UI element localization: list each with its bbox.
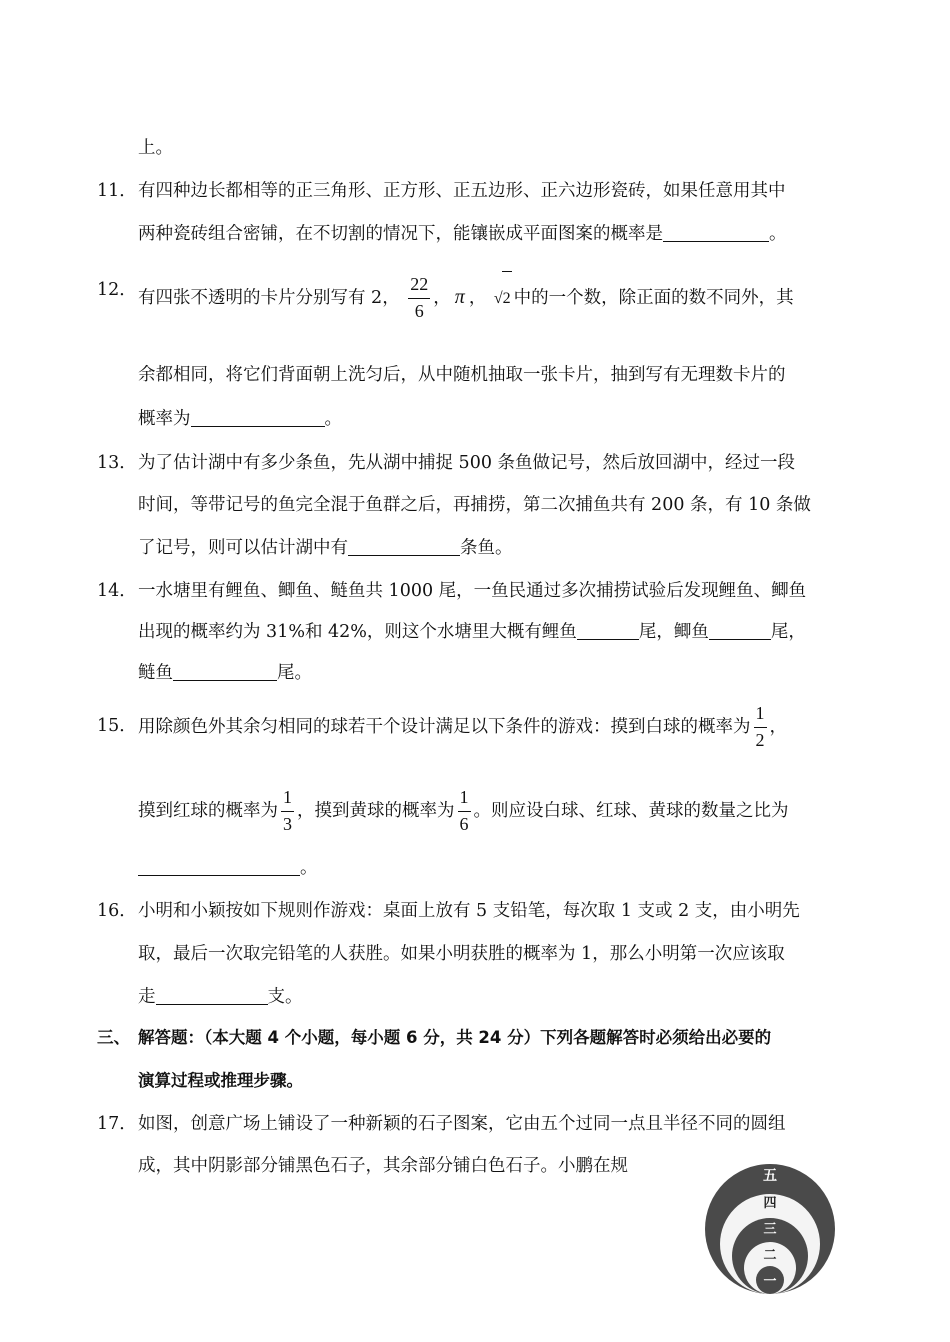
section-number: 三、	[97, 1028, 130, 1047]
denominator: 6	[414, 301, 424, 321]
question-number: 12．	[97, 280, 137, 300]
nested-circles-figure	[704, 1160, 838, 1298]
answer-blank[interactable]	[156, 986, 268, 1005]
radicand: 2	[502, 271, 512, 326]
line-text: 中的一个数，除正面的数不同外，其	[513, 288, 794, 308]
fraction	[458, 788, 471, 835]
question-number: 14．	[97, 581, 137, 601]
text-line	[138, 856, 318, 880]
label-four: 四	[763, 1196, 777, 1211]
line-text: 解答题：（本大题 4 个小题，每小题 6 分，共 24 分）下列各题解答时必须给出必要的	[138, 1028, 772, 1047]
answer-blank[interactable]	[138, 857, 300, 876]
answer-blank[interactable]	[663, 223, 769, 242]
answer-blank[interactable]	[577, 621, 639, 640]
label-one: 一	[763, 1274, 777, 1289]
line-text: 支。	[267, 987, 303, 1007]
label-two: 二	[763, 1248, 777, 1263]
text-line	[138, 451, 795, 475]
line-text: 概率为	[138, 409, 191, 429]
question-number: 17．	[97, 1114, 137, 1134]
question-number: 16．	[97, 901, 137, 921]
text-line	[138, 536, 513, 560]
fraction	[281, 788, 294, 835]
denominator: 6	[459, 814, 469, 834]
line-text: 尾，鲫鱼	[638, 622, 709, 642]
denominator: 3	[283, 814, 292, 834]
line-text: 鲢鱼	[138, 663, 173, 683]
numerator: 1	[754, 704, 767, 728]
pi-symbol: π	[454, 286, 465, 308]
answer-blank[interactable]	[709, 621, 771, 640]
text-line	[138, 493, 811, 517]
line-text: 如图，创意广场上铺设了一种新颖的石子图案，它由五个过同一点且半径不同的圆组	[138, 1114, 786, 1134]
line-text: 小明和小颖按如下规则作游戏：桌面上放有 5 支铅笔，每次取 1 支或 2 支，由小明先	[138, 901, 800, 921]
line-text: 摸到红球的概率为	[138, 801, 278, 821]
text-line	[138, 136, 173, 160]
line-text: 上。	[138, 138, 173, 158]
line-text: 两种瓷砖组合密铺，在不切割的情况下，能镶嵌成平面图案的概率是	[138, 224, 663, 244]
question-number: 11．	[97, 181, 137, 201]
text-line	[138, 700, 787, 754]
section-heading	[138, 1026, 771, 1050]
line-text: 尾，	[770, 622, 806, 642]
line-text: ，	[468, 288, 487, 308]
text-line	[138, 784, 789, 838]
line-text: 成，其中阴影部分铺黑色石子，其余部分铺白色石子。小鹏在规	[138, 1156, 628, 1176]
line-text: 有四种边长都相等的正三角形、正方形、正五边形、正六边形瓷砖，如果任意用其中	[138, 181, 786, 201]
line-text: 取，最后一次取完铅笔的人获胜。如果小明获胜的概率为 1，那么小明第一次应该取	[138, 944, 785, 964]
text-line	[138, 899, 800, 923]
text-line	[138, 363, 786, 387]
text-line	[138, 179, 786, 203]
answer-blank[interactable]	[348, 537, 460, 556]
text-line	[138, 270, 794, 326]
answer-blank[interactable]	[173, 662, 277, 681]
numerator: 1	[281, 788, 294, 812]
line-text: 有四张不透明的卡片分别写有 2，	[138, 288, 400, 308]
text-line	[138, 942, 785, 966]
question-number: 15．	[97, 716, 137, 736]
line-text: 。	[300, 858, 318, 878]
line-text: ，摸到黄球的概率为	[297, 801, 455, 821]
text-line	[138, 620, 806, 644]
line-text: 余都相同，将它们背面朝上洗匀后，从中随机抽取一张卡片，抽到写有无理数卡片的	[138, 365, 786, 385]
line-text: 。	[769, 224, 787, 244]
numerator: 22	[408, 275, 430, 299]
section-heading	[138, 1069, 303, 1093]
denominator: 2	[755, 730, 765, 750]
line-text: 演算过程或推理步骤。	[138, 1071, 303, 1090]
numerator: 1	[458, 788, 471, 812]
line-text: 。则应设白球、红球、黄球的数量之比为	[473, 801, 789, 821]
line-text: 尾。	[277, 663, 312, 683]
question-number: 13．	[97, 453, 137, 473]
text-line	[138, 407, 342, 431]
label-three: 三	[763, 1222, 777, 1237]
line-text: 为了估计湖中有多少条鱼，先从湖中捕捉 500 条鱼做记号，然后放回湖中，经过一段	[138, 453, 796, 473]
fraction	[754, 704, 767, 751]
line-text: 条鱼。	[460, 538, 513, 558]
text-line	[138, 1154, 628, 1178]
text-line	[138, 1112, 786, 1136]
text-line	[138, 222, 787, 246]
line-text: 一水塘里有鲤鱼、鲫鱼、鲢鱼共 1000 尾，一鱼民通过多次捕捞试验后发现鲤鱼、鲫鱼	[138, 581, 807, 601]
line-text: ，	[433, 288, 451, 308]
sqrt-expression	[494, 271, 512, 326]
line-text: ，	[769, 717, 787, 737]
line-text: 时间，等带记号的鱼完全混于鱼群之后，再捕捞，第二次捕鱼共有 200 条，有 10 条做	[138, 495, 811, 515]
radical-sign: √	[493, 290, 503, 307]
text-line	[138, 661, 312, 685]
line-text: 出现的概率约为 31%和 42%，则这个水塘里大概有鲤鱼	[138, 622, 577, 642]
answer-blank[interactable]	[191, 408, 325, 427]
line-text: 了记号，则可以估计湖中有	[138, 538, 348, 558]
text-line	[138, 579, 806, 603]
fraction	[408, 275, 430, 322]
line-text: 用除颜色外其余匀相同的球若干个设计满足以下条件的游戏：摸到白球的概率为	[138, 717, 751, 737]
label-five: 五	[763, 1168, 777, 1184]
line-text: 走	[138, 987, 156, 1007]
line-text: 。	[324, 409, 342, 429]
text-line	[138, 985, 303, 1009]
